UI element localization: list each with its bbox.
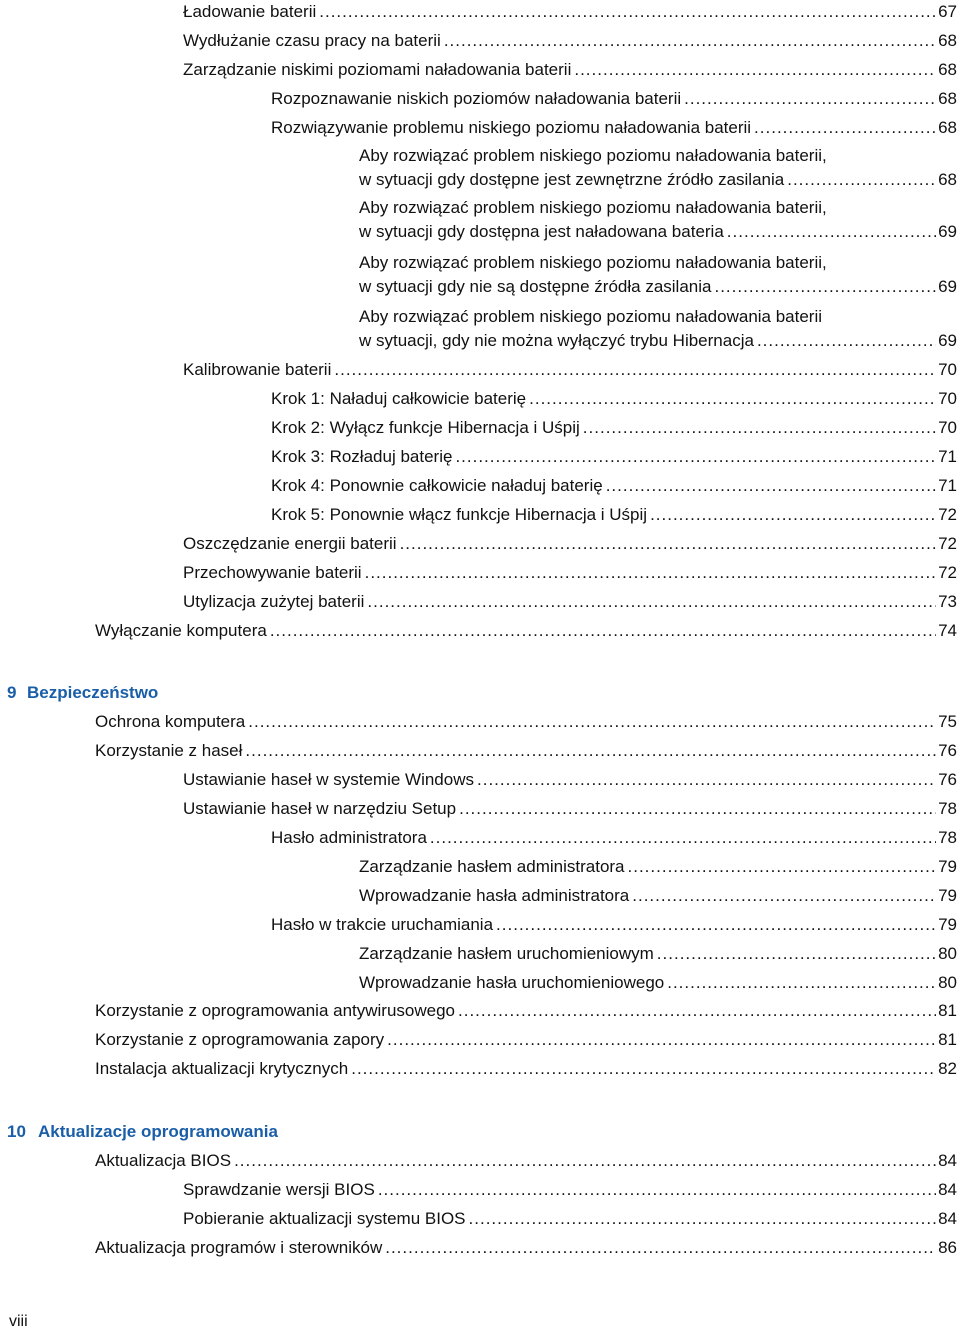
toc-entry-title-line2: w sytuacji gdy dostępne jest zewnętrzne źródło zasilania [359,170,785,189]
dot-leader [351,1059,936,1079]
toc-page-number: 78 [938,799,957,818]
dot-leader [606,476,936,496]
toc-entry[interactable] [359,305,957,353]
toc-entry[interactable] [95,1151,957,1171]
toc-page-number: 70 [938,360,957,379]
toc-entry-title: Utylizacja zużytej baterii [183,592,365,611]
toc-page-number: 81 [938,1030,957,1049]
toc-entry-title: Oszczędzanie energii baterii [183,534,397,553]
chapter-title: Aktualizacje oprogramowania [38,1122,278,1141]
dot-leader [334,360,936,380]
toc-entry-title: Korzystanie z oprogramowania antywirusowego [95,1001,456,1020]
toc-entry-title: Ustawianie haseł w systemie Windows [183,770,474,789]
toc-entry-title: Hasło administratora [271,828,427,847]
dot-leader [757,329,936,353]
toc-entry[interactable] [359,251,957,299]
footer-page-number: viii [9,1313,28,1330]
toc-page-number: 79 [938,915,957,934]
toc-page-number: 70 [938,389,957,408]
toc-entry-title: Wprowadzanie hasła administratora [359,886,630,905]
dot-leader [367,592,936,612]
toc-entry[interactable] [183,1209,957,1229]
toc-entry[interactable] [95,1059,957,1079]
toc-page-number: 84 [938,1209,957,1228]
dot-leader [632,886,936,906]
dot-leader [270,621,936,641]
toc-entry-title: Rozpoznawanie niskich poziomów naładowania baterii [271,89,682,108]
toc-entry-title: Krok 1: Naładuj całkowicie baterię [271,389,527,408]
toc-entry-title: Zarządzanie hasłem uruchomieniowym [359,944,654,963]
dot-leader [727,220,936,244]
toc-page-number: 70 [938,418,957,437]
toc-page-number: 71 [938,476,957,495]
toc-entry-title: Kalibrowanie baterii [183,360,332,379]
chapter-heading[interactable] [7,1122,278,1142]
dot-leader [458,1001,936,1021]
toc-entry-title-line1: Aby rozwiązać problem niskiego poziomu naładowania baterii, [359,253,827,272]
toc-entry-title: Korzystanie z oprogramowania zapory [95,1030,385,1049]
toc-page-number: 79 [938,857,957,876]
toc-entry[interactable] [359,944,957,964]
dot-leader [754,118,936,138]
toc-entry[interactable] [183,592,957,612]
toc-page-number: 75 [938,712,957,731]
toc-entry-title: Zarządzanie niskimi poziomami naładowania baterii [183,60,572,79]
toc-page-number: 69 [938,277,957,296]
toc-entry[interactable] [359,144,957,192]
chapter-heading[interactable] [7,683,158,703]
toc-page-number: 67 [938,2,957,21]
toc-entry[interactable] [271,89,957,109]
dot-leader [496,915,936,935]
toc-entry-title: Korzystanie z haseł [95,741,243,760]
toc-entry[interactable] [271,118,957,138]
dot-leader [667,973,936,993]
toc-entry[interactable] [183,360,957,380]
toc-entry-title: Zarządzanie hasłem administratora [359,857,625,876]
toc-page-number: 68 [938,170,957,189]
toc-entry[interactable] [95,621,957,641]
toc-page-number: 79 [938,886,957,905]
toc-page-number: 84 [938,1151,957,1170]
dot-leader [574,60,936,80]
toc-entry-title: Hasło w trakcie uruchamiania [271,915,494,934]
toc-page-number: 68 [938,31,957,50]
toc-page-number: 76 [938,770,957,789]
dot-leader [430,828,936,848]
dot-leader [385,1238,936,1258]
toc-entry-title: Pobieranie aktualizacji systemu BIOS [183,1209,466,1228]
toc-entry[interactable] [183,770,957,790]
dot-leader [714,275,936,299]
dot-leader [400,534,937,554]
toc-entry[interactable] [271,389,957,409]
toc-entry-title: Przechowywanie baterii [183,563,362,582]
dot-leader [319,2,936,22]
dot-leader [469,1209,937,1229]
toc-page-number: 84 [938,1180,957,1199]
dot-leader [477,770,936,790]
toc-entry[interactable] [95,712,957,732]
dot-leader [583,418,936,438]
toc-entry[interactable] [271,505,957,525]
dot-leader [650,505,936,525]
toc-entry[interactable] [95,1238,957,1258]
toc-page-number: 76 [938,741,957,760]
toc-page-number: 72 [938,505,957,524]
toc-entry-title: Aktualizacja programów i sterowników [95,1238,383,1257]
dot-leader [365,563,936,583]
dot-leader [245,741,936,761]
dot-leader [529,389,936,409]
toc-page-number: 68 [938,89,957,108]
chapter-number: 9 [7,683,17,702]
toc-entry-title: Rozwiązywanie problemu niskiego poziomu naładowania baterii [271,118,752,137]
toc-entry[interactable] [359,196,957,244]
dot-leader [787,168,936,192]
toc-entry[interactable] [95,741,957,761]
toc-entry[interactable] [183,799,957,819]
toc-entry-title: Ładowanie baterii [183,2,317,21]
toc-page-number: 80 [938,944,957,963]
dot-leader [444,31,936,51]
toc-page-number: 71 [938,447,957,466]
dot-leader [378,1180,936,1200]
chapter-title: Bezpieczeństwo [27,683,159,702]
toc-entry[interactable] [359,857,957,877]
toc-entry-title: Wyłączanie komputera [95,621,267,640]
toc-entry-title-line2: w sytuacji gdy nie są dostępne źródła zasilania [359,277,712,296]
toc-entry-title-line1: Aby rozwiązać problem niskiego poziomu naładowania baterii [359,307,823,326]
toc-entry[interactable] [359,973,957,993]
toc-entry[interactable] [183,563,957,583]
toc-entry-title: Sprawdzanie wersji BIOS [183,1180,375,1199]
toc-entry[interactable] [95,1001,957,1021]
dot-leader [628,857,937,877]
dot-leader [684,89,936,109]
toc-entry[interactable] [271,476,957,496]
dot-leader [248,712,936,732]
toc-entry[interactable] [183,2,957,22]
dot-leader [657,944,936,964]
dot-leader [234,1151,936,1171]
toc-entry[interactable] [183,31,957,51]
toc-entry-title: Krok 2: Wyłącz funkcje Hibernacja i Uśpij [271,418,580,437]
toc-entry[interactable] [95,1030,957,1050]
toc-entry[interactable] [183,534,957,554]
toc-page-number: 74 [938,621,957,640]
toc-entry[interactable] [271,418,957,438]
toc-page-number: 86 [938,1238,957,1257]
dot-leader [387,1030,936,1050]
toc-entry-title-line2: w sytuacji, gdy nie można wyłączyć trybu Hibernacja [359,331,754,350]
toc-page-number: 73 [938,592,957,611]
toc-entry[interactable] [183,1180,957,1200]
toc-entry-title: Krok 4: Ponownie całkowicie naładuj baterię [271,476,603,495]
toc-entry-title: Ochrona komputera [95,712,246,731]
dot-leader [455,447,936,467]
toc-entry-title: Ustawianie haseł w narzędziu Setup [183,799,457,818]
toc-page-number: 72 [938,534,957,553]
dot-leader [459,799,936,819]
chapter-number: 10 [7,1122,26,1141]
toc-page-number: 68 [938,60,957,79]
toc-page-number: 72 [938,563,957,582]
toc-entry[interactable] [183,60,957,80]
toc-entry-title-line2: w sytuacji gdy dostępna jest naładowana bateria [359,222,724,241]
toc-page-number: 68 [938,118,957,137]
toc-page-number: 69 [938,222,957,241]
toc-entry[interactable] [271,828,957,848]
toc-page-number: 82 [938,1059,957,1078]
toc-page-number: 80 [938,973,957,992]
toc-page-number: 69 [938,331,957,350]
toc-entry-title: Instalacja aktualizacji krytycznych [95,1059,349,1078]
toc-entry[interactable] [359,886,957,906]
toc-entry-title: Wydłużanie czasu pracy na baterii [183,31,441,50]
toc-entry-title: Aktualizacja BIOS [95,1151,232,1170]
toc-entry[interactable] [271,447,957,467]
toc-entry-title-line1: Aby rozwiązać problem niskiego poziomu naładowania baterii, [359,198,827,217]
toc-entry-title: Krok 5: Ponownie włącz funkcje Hibernacja i Uśpij [271,505,648,524]
toc-entry[interactable] [271,915,957,935]
toc-page-number: 81 [938,1001,957,1020]
toc-entry-title: Wprowadzanie hasła uruchomieniowego [359,973,665,992]
toc-entry-title: Krok 3: Rozładuj baterię [271,447,453,466]
toc-entry-title-line1: Aby rozwiązać problem niskiego poziomu naładowania baterii, [359,146,827,165]
toc-page-number: 78 [938,828,957,847]
